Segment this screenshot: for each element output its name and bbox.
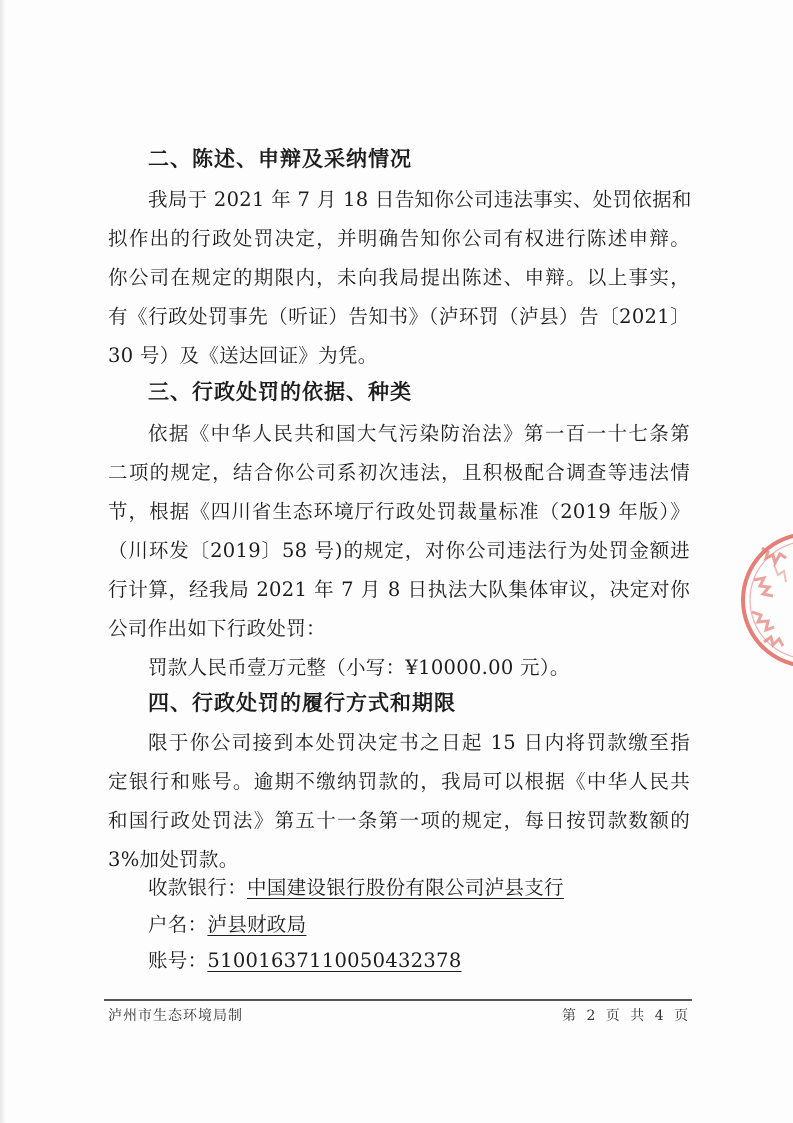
footer-divider [104,999,692,1001]
footer-issuer: 泸州市生态环境局制 [108,1008,243,1024]
section2-line-2: 拟作出的行政处罚决定，并明确告知你公司有权进行陈述申辩。 [108,227,690,250]
account-name-value: 泸县财政局 [207,913,307,936]
bank-value: 中国建设银行股份有限公司泸县支行 [247,876,564,899]
section3-line-2: 二项的规定，结合你公司系初次违法，且积极配合调查等违法情 [108,461,690,484]
section4-heading: 四、行政处罚的履行方式和期限 [148,691,456,715]
section4-line-2: 定银行和账号。逾期不缴纳罚款的，我局可以根据《中华人民共 [108,770,690,793]
section3-line-1: 依据《中华人民共和国大气污染防治法》第一百一十七条第 [148,422,690,445]
section2-line-3: 你公司在规定的期限内，未向我局提出陈述、申辩。以上事实， [108,266,690,289]
footer-page-number: 第 2 页 共 4 页 [562,1008,692,1024]
section3-line-3: 节，根据《四川省生态环境厅行政处罚裁量标准（2019 年版）》 [108,500,690,523]
account-number-value: 51001637110050432378 [207,949,462,972]
bank-label: 收款银行： [148,876,248,899]
section3-line-6: 公司作出如下行政处罚： [108,617,326,640]
section3-line-4: （川环发〔2019〕58 号)的规定，对你公司违法行为处罚金额进 [108,539,690,562]
section2-line-1: 我局于 2021 年 7 月 18 日告知你公司违法事实、处罚依据和 [148,188,692,211]
section4-line-4: 3%加处罚款。 [108,848,239,871]
account-number-row [148,945,462,973]
section4-line-3: 和国行政处罚法》第五十一条第一项的规定，每日按罚款数额的 [108,809,690,832]
scan-edge-shadow [0,0,6,1123]
account-number-label: 账号： [148,949,208,972]
section3-heading: 三、行政处罚的依据、种类 [148,380,412,404]
bank-row [148,872,564,900]
section2-heading: 二、陈述、申辩及采纳情况 [148,147,412,171]
section2-line-4: 有《行政处罚事先（听证）告知书》（泸环罚（泸县）告〔2021〕 [108,305,690,328]
fine-amount: 罚款人民币壹万元整（小写：¥10000.00 元）。 [148,656,570,679]
section2-line-5: 30 号）及《送达回证》为凭。 [108,344,378,367]
section4-line-1: 限于你公司接到本处罚决定书之日起 15 日内将罚款缴至指 [148,731,690,754]
account-name-row [148,909,306,937]
account-name-label: 户名： [148,913,208,936]
official-seal-icon [734,520,793,680]
section3-line-5: 行计算，经我局 2021 年 7 月 8 日执法大队集体审议，决定对你 [108,578,690,601]
